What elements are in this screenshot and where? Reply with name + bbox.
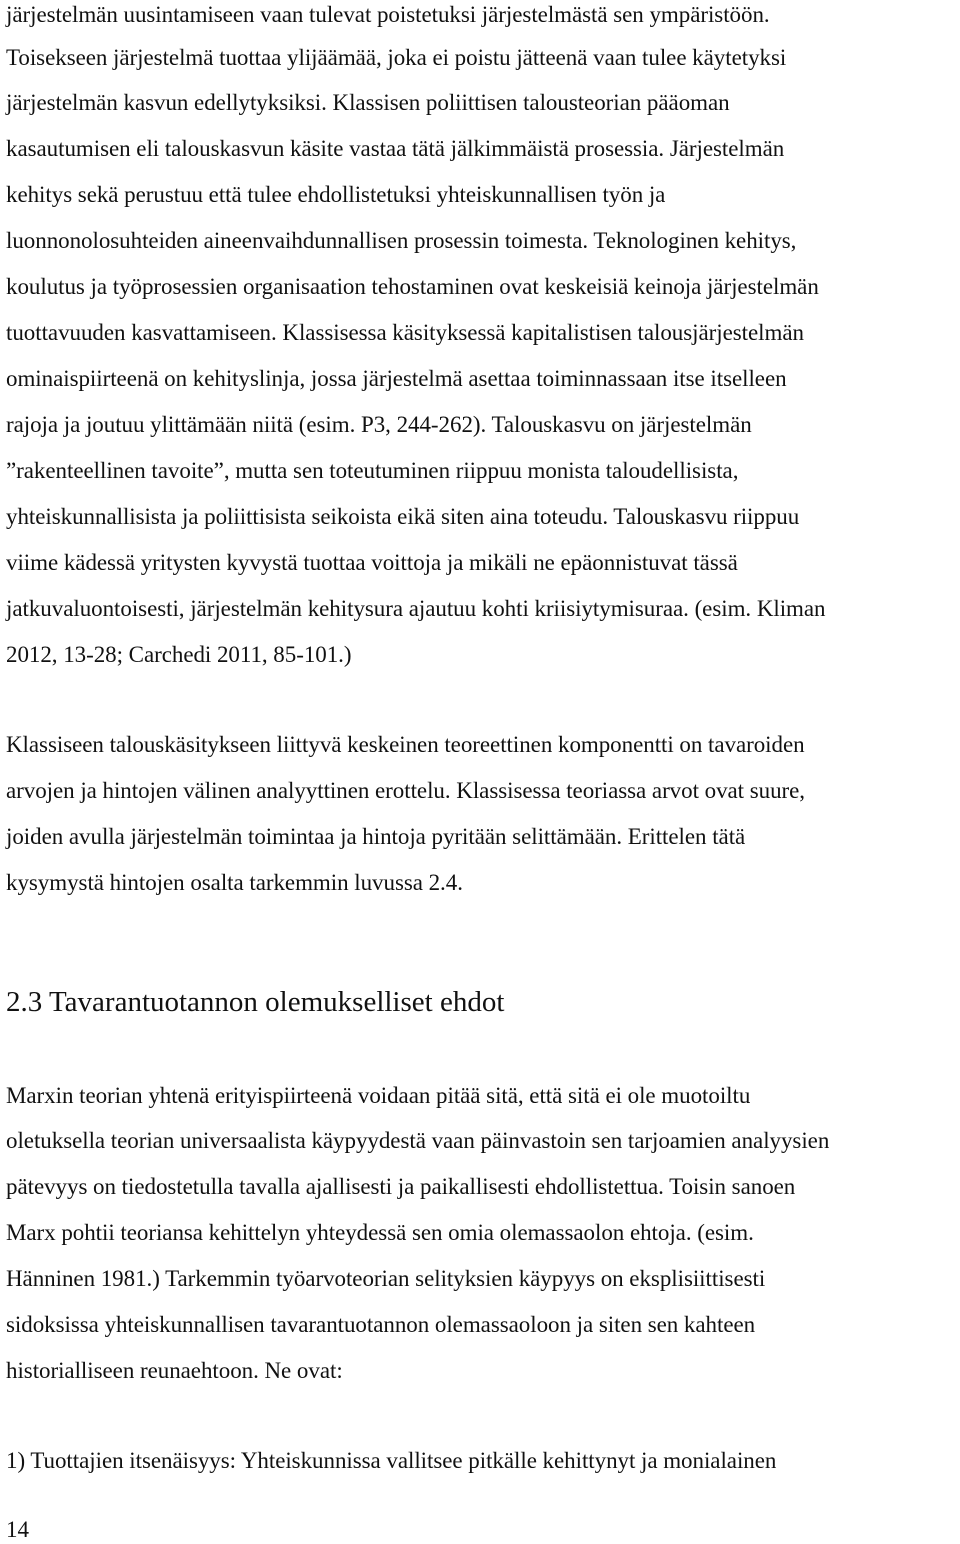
text-line: koulutus ja työprosessien organisaation tehostaminen ovat keskeisiä keinoja järjestelmän (6, 274, 819, 299)
text-line: ”rakenteellinen tavoite”, mutta sen toteutuminen riippuu monista taloudellisista, (6, 458, 739, 483)
text-line: Marxin teorian yhtenä erityispiirteenä voidaan pitää sitä, että sitä ei ole muotoiltu (6, 1083, 751, 1108)
page-number: 14 (6, 1517, 29, 1542)
text-line: Marx pohtii teoriansa kehittelyn yhteydessä sen omia olemassaolon ehtoja. (esim. (6, 1220, 754, 1245)
text-line: järjestelmän kasvun edellytyksiksi. Klassisen poliittisen talousteorian pääoman (6, 90, 730, 115)
text-line: kasautumisen eli talouskasvun käsite vastaa tätä jälkimmäistä prosessia. Järjestelmän (6, 136, 785, 161)
text-line: yhteiskunnallisista ja poliittisista seikoista eikä siten aina toteudu. Talouskasvu riippuu (6, 504, 800, 529)
text-line: Hänninen 1981.) Tarkemmin työarvoteorian selityksien käypyys on eksplisiittisesti (6, 1266, 766, 1291)
text-line: Toisekseen järjestelmä tuottaa ylijäämää, joka ei poistu jätteenä vaan tulee käytetyksi (6, 45, 787, 70)
text-line: kehitys sekä perustuu että tulee ehdollistetuksi yhteiskunnallisen työn ja (6, 182, 666, 207)
text-line: pätevyys on tiedostetulla tavalla ajallisesti ja paikallisesti ehdollistettua. Toisin sanoen (6, 1174, 796, 1199)
text-line: järjestelmän uusintamiseen vaan tulevat poistetuksi järjestelmästä sen ympäristöön. (6, 2, 770, 27)
text-line: oletuksella teorian universaalista käypyydestä vaan päinvastoin sen tarjoamien analyysien (6, 1128, 830, 1153)
text-line: sidoksissa yhteiskunnallisen tavarantuotannon olemassaoloon ja siten sen kahteen (6, 1312, 756, 1337)
text-line: tuottavuuden kasvattamiseen. Klassisessa käsityksessä kapitalistisen talousjärjestelmän (6, 320, 804, 345)
text-line: Klassiseen talouskäsitykseen liittyvä keskeinen teoreettinen komponentti on tavaroiden (6, 732, 805, 757)
text-line: arvojen ja hintojen välinen analyyttinen erottelu. Klassisessa teoriassa arvot ovat suure, (6, 778, 805, 803)
text-line: historialliseen reunaehtoon. Ne ovat: (6, 1358, 343, 1383)
text-line: viime kädessä yritysten kyvystä tuottaa voittoja ja mikäli ne epäonnistuvat tässä (6, 550, 738, 575)
section-heading: 2.3 Tavarantuotannon olemukselliset ehdot (6, 986, 505, 1018)
text-line: 2012, 13-28; Carchedi 2011, 85-101.) (6, 642, 352, 667)
list-item: 1) Tuottajien itsenäisyys: Yhteiskunnissa vallitsee pitkälle kehittynyt ja monialainen (6, 1448, 777, 1473)
text-line: luonnonolosuhteiden aineenvaihdunnallisen prosessin toimesta. Teknologinen kehitys, (6, 228, 797, 253)
text-line: jatkuvaluontoisesti, järjestelmän kehitysura ajautuu kohti kriisiytymisuraa. (esim. Kliman (6, 596, 826, 621)
text-line: kysymystä hintojen osalta tarkemmin luvussa 2.4. (6, 870, 463, 895)
text-line: joiden avulla järjestelmän toimintaa ja hintoja pyritään selittämään. Erittelen tätä (6, 824, 746, 849)
text-line: rajoja ja joutuu ylittämään niitä (esim. P3, 244-262). Talouskasvu on järjestelmän (6, 412, 752, 437)
text-line: ominaispiirteenä on kehityslinja, jossa järjestelmä asettaa toiminnassaan itse itselleen (6, 366, 787, 391)
